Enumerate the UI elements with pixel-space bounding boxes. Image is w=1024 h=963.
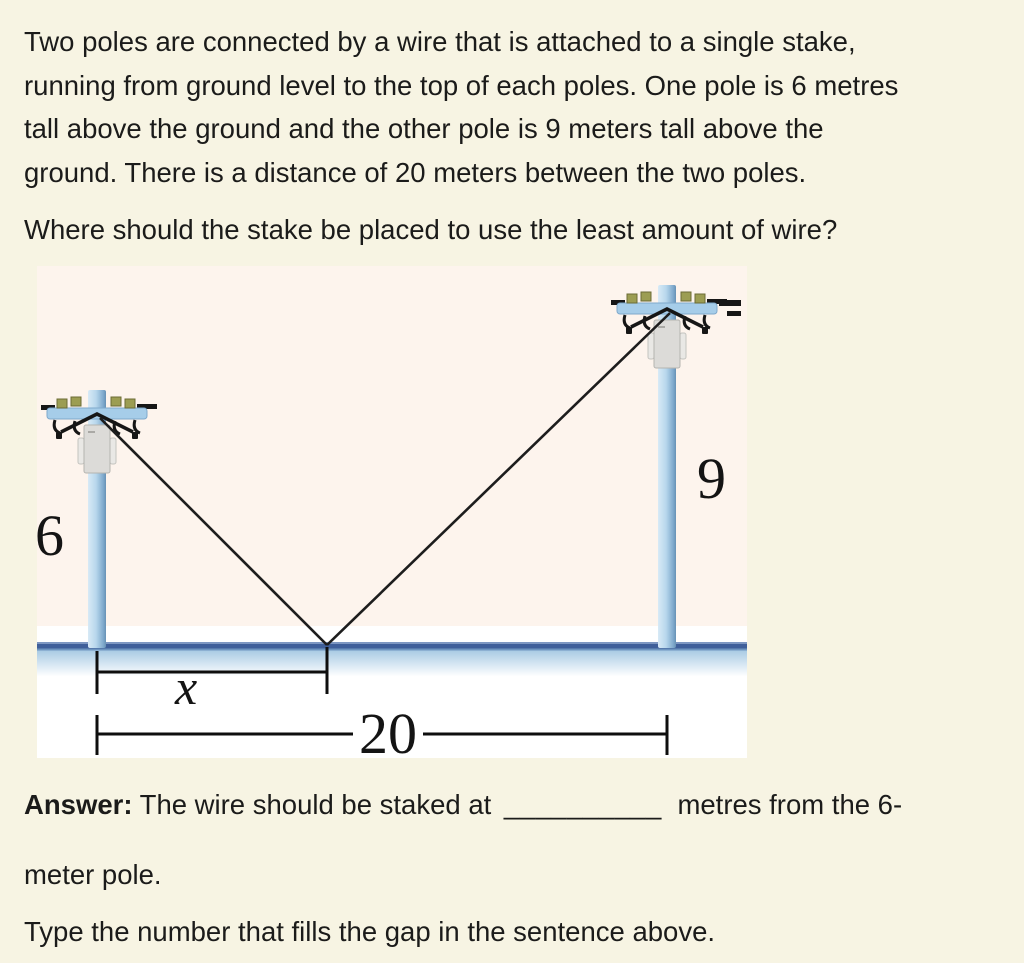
poles-diagram-graphic: [37, 266, 747, 758]
stake-distance-label: x: [175, 659, 198, 715]
pole-separation-label: 20: [359, 701, 417, 766]
answer-text-after-blank: metres from the 6-: [677, 789, 903, 820]
problem-line-2: running from ground level to the top of each poles. One pole is 6 metres: [24, 69, 899, 101]
left-pole-height-label: 6: [35, 503, 64, 568]
answer-sentence: [24, 783, 902, 827]
answer-sentence-continuation: meter pole.: [24, 859, 162, 890]
problem-line-4: ground. There is a distance of 20 meters between the two poles.: [24, 156, 807, 188]
question-text: Where should the stake be placed to use the least amount of wire?: [24, 214, 838, 245]
diagram-sky: [37, 266, 747, 626]
answer-label: Answer:: [24, 789, 133, 820]
poles-diagram: [35, 266, 747, 766]
problem-line-1: Two poles are connected by a wire that is attached to a single stake,: [24, 26, 856, 57]
instruction-text: Type the number that fills the gap in the sentence above.: [24, 916, 716, 947]
problem-line-3: tall above the ground and the other pole is 9 meters tall above the: [24, 113, 824, 145]
answer-blank: __________: [503, 789, 662, 820]
problem-statement: [24, 20, 898, 194]
answer-text-before-blank: The wire should be staked at: [139, 789, 492, 820]
right-pole-height-label: 9: [697, 446, 726, 511]
